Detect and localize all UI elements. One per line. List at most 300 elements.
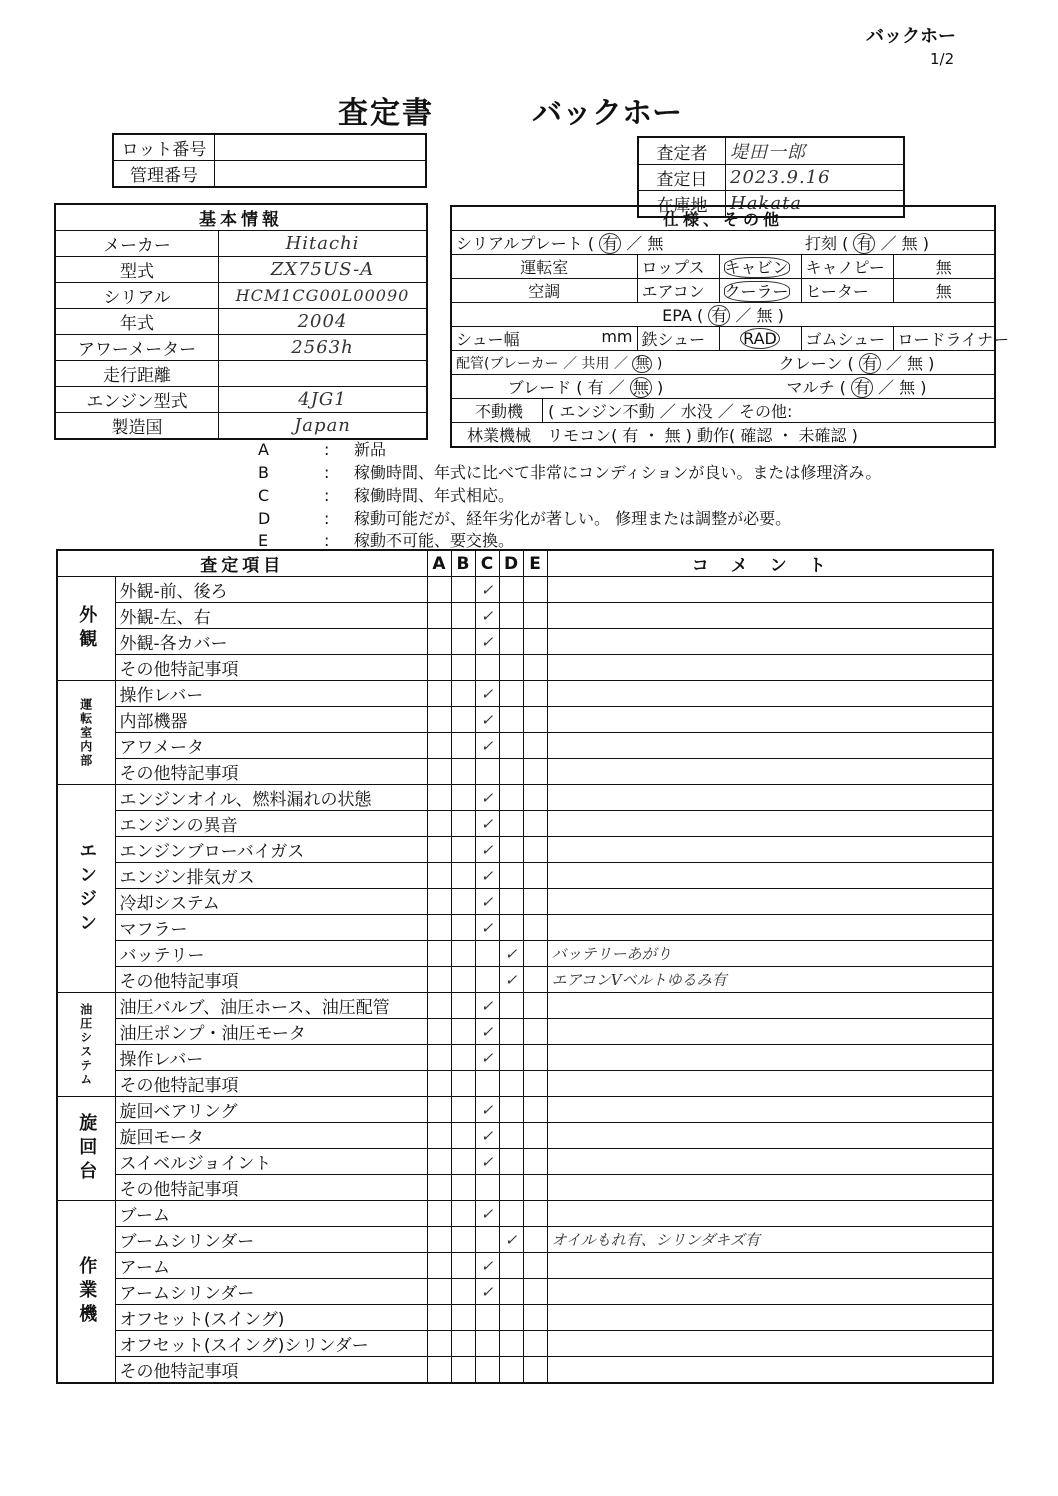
item-label: その他特記事項 xyxy=(115,655,427,681)
stamp-row xyxy=(801,231,995,255)
item-label: その他特記事項 xyxy=(115,1357,427,1384)
grade-cell-c xyxy=(475,1149,499,1175)
item-label: オフセット(スイング) xyxy=(115,1305,427,1331)
grade-cell-c xyxy=(475,993,499,1019)
grade-cell-e xyxy=(523,1045,547,1071)
grade-cell-c xyxy=(475,733,499,759)
grade-cell-e xyxy=(523,1279,547,1305)
comment-cell: エアコンVベルトゆるみ有 xyxy=(547,967,993,993)
legend-grade: C xyxy=(258,486,270,505)
grade-cell-c xyxy=(475,1071,499,1097)
serial-plate-no: 無 xyxy=(647,234,664,253)
paren: ( xyxy=(847,354,854,373)
basic-value: 2563h xyxy=(219,335,428,361)
grade-cell-d xyxy=(499,1201,523,1227)
rad xyxy=(719,327,801,351)
grade-cell-b xyxy=(451,915,475,941)
table-row xyxy=(57,1357,993,1384)
serial-plate-row xyxy=(451,231,801,255)
comment-cell xyxy=(547,733,993,759)
paren: ) xyxy=(656,355,663,372)
check-mark-icon: ✓ xyxy=(504,944,518,963)
grade-cell-e xyxy=(523,681,547,707)
comment-cell xyxy=(547,1357,993,1384)
grade-cell-c xyxy=(475,1305,499,1331)
grade-cell-e xyxy=(523,1305,547,1331)
grade-cell-c xyxy=(475,811,499,837)
comment-cell xyxy=(547,889,993,915)
item-label: オフセット(スイング)シリンダー xyxy=(115,1331,427,1357)
legend-grade: D xyxy=(258,509,271,528)
spec-table xyxy=(450,205,1010,448)
grade-cell-a xyxy=(427,733,451,759)
item-label: エンジンの異音 xyxy=(115,811,427,837)
check-mark-icon: ✓ xyxy=(480,996,494,1015)
table-row xyxy=(57,889,993,915)
paren: ) xyxy=(920,378,927,397)
table-row xyxy=(57,811,993,837)
item-label: アワメータ xyxy=(115,733,427,759)
grade-cell-e xyxy=(523,1123,547,1149)
basic-value: Hitachi xyxy=(219,231,428,257)
item-label: その他特記事項 xyxy=(115,1071,427,1097)
check-mark-icon: ✓ xyxy=(480,840,494,859)
grade-cell-d xyxy=(499,681,523,707)
check-mark-icon: ✓ xyxy=(504,970,518,989)
date-value: 2023.9.16 xyxy=(726,165,905,191)
grade-cell-a xyxy=(427,1097,451,1123)
grade-cell-d xyxy=(499,759,523,785)
table-row xyxy=(57,759,993,785)
check-mark-icon: ✓ xyxy=(480,788,494,807)
item-label: バッテリー xyxy=(115,941,427,967)
grade-cell-c xyxy=(475,915,499,941)
grade-cell-d xyxy=(499,1279,523,1305)
comment-cell xyxy=(547,1305,993,1331)
grade-cell-e xyxy=(523,759,547,785)
legend-colon: : xyxy=(324,486,330,505)
grade-cell-b xyxy=(451,681,475,707)
forestry-options: リモコン( 有 ・ 無 ) 動作( 確認 ・ 未確認 ) xyxy=(547,426,858,445)
grade-cell-c xyxy=(475,1019,499,1045)
grade-cell-d xyxy=(499,603,523,629)
table-row xyxy=(57,707,993,733)
grade-cell-b xyxy=(451,785,475,811)
grade-cell-c xyxy=(475,655,499,681)
grade-cell-b xyxy=(451,1019,475,1045)
check-mark-icon: ✓ xyxy=(480,736,494,755)
location-value: Hakata xyxy=(726,191,905,218)
legend-text: 稼働時間、年式に比べて非常にコンディションが良い。または修理済み。 xyxy=(354,463,882,482)
comment-cell xyxy=(547,577,993,603)
page-number: 1/2 xyxy=(930,50,955,68)
grade-cell-a xyxy=(427,1279,451,1305)
grade-cell-e xyxy=(523,1149,547,1175)
page-title: 査定書 xyxy=(338,96,434,131)
check-mark-icon: ✓ xyxy=(480,632,494,651)
grade-cell-a xyxy=(427,1123,451,1149)
check-mark-icon: ✓ xyxy=(480,1204,494,1223)
legend-text: 新品 xyxy=(354,440,387,459)
check-mark-icon: ✓ xyxy=(480,1282,494,1301)
category-label: 旋回台 xyxy=(57,1097,115,1201)
grade-cell-d xyxy=(499,655,523,681)
table-row xyxy=(57,941,993,967)
basic-label: 年式 xyxy=(55,309,219,335)
table-row xyxy=(57,1201,993,1227)
paren: ( xyxy=(576,378,583,397)
check-mark-icon: ✓ xyxy=(480,1048,494,1067)
item-label: 操作レバー xyxy=(115,1045,427,1071)
comment-cell xyxy=(547,1175,993,1201)
comment-cell xyxy=(547,655,993,681)
grade-cell-d xyxy=(499,811,523,837)
table-row xyxy=(57,577,993,603)
table-row xyxy=(57,1305,993,1331)
comment-cell xyxy=(547,1201,993,1227)
grade-cell-b xyxy=(451,941,475,967)
piping-row xyxy=(451,351,719,375)
date-label: 査定日 xyxy=(638,165,726,191)
comment-cell xyxy=(547,1149,993,1175)
basic-label: 型式 xyxy=(55,257,219,283)
grade-header-a: A xyxy=(427,550,451,577)
evaluation-table xyxy=(56,549,994,1384)
legend-colon: : xyxy=(324,531,330,550)
stamp-label: 打刻 xyxy=(805,234,838,253)
blade-row xyxy=(451,375,719,399)
comment-cell xyxy=(547,681,993,707)
forestry-label: 林業機械 xyxy=(466,426,531,445)
paren: ( xyxy=(842,234,849,253)
grade-cell-b xyxy=(451,1357,475,1384)
check-mark-icon: ✓ xyxy=(480,710,494,729)
grade-cell-b xyxy=(451,1097,475,1123)
grade-cell-b xyxy=(451,759,475,785)
comment-cell xyxy=(547,1097,993,1123)
legend-d xyxy=(258,506,791,529)
table-row xyxy=(57,1123,993,1149)
page-subtitle: バックホー xyxy=(532,96,682,131)
comment-cell xyxy=(547,707,993,733)
steel-shoe: 鉄シュー xyxy=(637,327,719,351)
grade-cell-d xyxy=(499,863,523,889)
legend-c xyxy=(258,483,514,506)
check-mark-icon: ✓ xyxy=(480,814,494,833)
table-row xyxy=(57,967,993,993)
table-row xyxy=(57,1045,993,1071)
comment-cell xyxy=(547,785,993,811)
grade-cell-d xyxy=(499,967,523,993)
grade-cell-a xyxy=(427,759,451,785)
slash: ／ xyxy=(878,378,895,397)
cab-label: 運転室 xyxy=(451,255,637,279)
slash: ／ xyxy=(880,234,897,253)
crane-yes: 有 xyxy=(859,353,881,374)
grade-cell-a xyxy=(427,811,451,837)
category-label: 運転室内部 xyxy=(57,681,115,785)
table-row xyxy=(57,681,993,707)
grade-cell-d xyxy=(499,993,523,1019)
grade-cell-c xyxy=(475,1123,499,1149)
grade-cell-c xyxy=(475,863,499,889)
grade-cell-d xyxy=(499,629,523,655)
comment-header: コメント xyxy=(547,550,993,577)
grade-cell-e xyxy=(523,837,547,863)
grade-cell-a xyxy=(427,1331,451,1357)
grade-cell-c xyxy=(475,1357,499,1384)
canopy: キャノピー xyxy=(801,255,893,279)
check-mark-icon: ✓ xyxy=(480,1022,494,1041)
lot-label: ロット番号 xyxy=(113,134,215,161)
epa-no: 無 xyxy=(756,306,773,325)
comment-cell xyxy=(547,759,993,785)
grade-cell-b xyxy=(451,603,475,629)
grade-cell-e xyxy=(523,1253,547,1279)
grade-cell-a xyxy=(427,629,451,655)
table-row xyxy=(57,863,993,889)
table-row xyxy=(57,655,993,681)
grade-cell-a xyxy=(427,1305,451,1331)
grade-cell-a xyxy=(427,1227,451,1253)
table-row xyxy=(57,1253,993,1279)
paren: ( xyxy=(696,306,704,325)
table-row xyxy=(57,785,993,811)
shoe-width-cell xyxy=(451,327,637,351)
legend-b xyxy=(258,460,881,483)
legend-colon: : xyxy=(324,509,330,528)
grade-cell-e xyxy=(523,577,547,603)
grade-cell-b xyxy=(451,1175,475,1201)
item-label: エンジン排気ガス xyxy=(115,863,427,889)
shoe-width-unit: mm xyxy=(601,327,633,346)
legend-a xyxy=(258,437,386,460)
serial-plate-label: シリアルプレート xyxy=(456,234,583,253)
comment-cell xyxy=(547,603,993,629)
basic-value: 2004 xyxy=(219,309,428,335)
table-row xyxy=(57,1097,993,1123)
mgmt-value xyxy=(215,161,427,188)
item-label: その他特記事項 xyxy=(115,759,427,785)
spec-title: 仕様、その他 xyxy=(451,206,995,231)
grade-cell-c xyxy=(475,1279,499,1305)
grade-cell-e xyxy=(523,967,547,993)
crane-no: 無 xyxy=(907,354,924,373)
table-row xyxy=(57,1331,993,1357)
grade-cell-e xyxy=(523,1331,547,1357)
multi-no: 無 xyxy=(899,378,916,397)
grade-cell-a xyxy=(427,863,451,889)
item-label: 外観-各カバー xyxy=(115,629,427,655)
grade-cell-e xyxy=(523,915,547,941)
table-row xyxy=(57,1227,993,1253)
piping-shared: 共用 xyxy=(581,355,610,372)
item-header: 査定項目 xyxy=(57,550,427,577)
legend-text: 稼動可能だが、経年劣化が著しい。 修理または調整が必要。 xyxy=(354,509,792,528)
grade-cell-c xyxy=(475,837,499,863)
grade-cell-e xyxy=(523,785,547,811)
legend-grade: B xyxy=(258,463,269,482)
ac-none: 無 xyxy=(893,279,995,303)
comment-cell: バッテリーあがり xyxy=(547,941,993,967)
grade-cell-e xyxy=(523,941,547,967)
epa-yes: 有 xyxy=(708,305,730,326)
check-mark-icon: ✓ xyxy=(480,892,494,911)
grade-cell-b xyxy=(451,733,475,759)
stamp-yes: 有 xyxy=(853,233,875,254)
grade-cell-c xyxy=(475,967,499,993)
item-label: 内部機器 xyxy=(115,707,427,733)
grade-cell-a xyxy=(427,967,451,993)
serial-plate-yes: 有 xyxy=(599,233,621,254)
table-row xyxy=(57,993,993,1019)
epa-row xyxy=(451,303,995,327)
grade-cell-c xyxy=(475,1045,499,1071)
check-mark-icon: ✓ xyxy=(480,1100,494,1119)
cabin-text: キャビン xyxy=(724,258,789,277)
grade-cell-a xyxy=(427,1253,451,1279)
legend-e xyxy=(258,528,514,551)
comment-cell xyxy=(547,863,993,889)
legend-colon: : xyxy=(324,463,330,482)
grade-cell-a xyxy=(427,681,451,707)
legend-text: 稼働時間、年式相応。 xyxy=(354,486,515,505)
grade-cell-a xyxy=(427,1175,451,1201)
grade-cell-b xyxy=(451,1331,475,1357)
grade-cell-d xyxy=(499,1045,523,1071)
grade-cell-a xyxy=(427,707,451,733)
grade-cell-e xyxy=(523,603,547,629)
grade-cell-e xyxy=(523,863,547,889)
grade-cell-e xyxy=(523,707,547,733)
rubber-shoe: ゴムシュー xyxy=(801,327,893,351)
comment-cell xyxy=(547,1045,993,1071)
blade-yes: 有 xyxy=(587,378,604,397)
grade-cell-d xyxy=(499,837,523,863)
grade-cell-c xyxy=(475,785,499,811)
item-label: 油圧ポンプ・油圧モータ xyxy=(115,1019,427,1045)
epa-label: EPA xyxy=(662,306,692,325)
grade-cell-c xyxy=(475,1097,499,1123)
grade-cell-d xyxy=(499,1305,523,1331)
item-label: マフラー xyxy=(115,915,427,941)
heater: ヒーター xyxy=(801,279,893,303)
slash: ／ xyxy=(608,378,625,397)
grade-cell-d xyxy=(499,1019,523,1045)
item-label: 外観-左、右 xyxy=(115,603,427,629)
item-label: アームシリンダー xyxy=(115,1279,427,1305)
grade-cell-b xyxy=(451,1045,475,1071)
lot-table xyxy=(112,133,427,188)
paren: ) xyxy=(928,354,935,373)
grade-cell-a xyxy=(427,1149,451,1175)
comment-cell xyxy=(547,811,993,837)
table-row xyxy=(57,1279,993,1305)
blade-no: 無 xyxy=(630,377,652,398)
mgmt-label: 管理番号 xyxy=(113,161,215,188)
grade-cell-b xyxy=(451,1253,475,1279)
basic-info-table xyxy=(54,203,428,440)
table-row xyxy=(57,1071,993,1097)
grade-cell-e xyxy=(523,1201,547,1227)
grade-cell-a xyxy=(427,941,451,967)
check-mark-icon: ✓ xyxy=(480,1152,494,1171)
grade-cell-e xyxy=(523,1071,547,1097)
grade-cell-d xyxy=(499,1331,523,1357)
grade-cell-a xyxy=(427,577,451,603)
paren: ) xyxy=(922,234,930,253)
grade-cell-c xyxy=(475,577,499,603)
grade-cell-a xyxy=(427,603,451,629)
basic-label: アワーメーター xyxy=(55,335,219,361)
check-mark-icon: ✓ xyxy=(480,1256,494,1275)
grade-header-e: E xyxy=(523,550,547,577)
grade-cell-c xyxy=(475,941,499,967)
grade-cell-e xyxy=(523,1227,547,1253)
cooler xyxy=(719,279,801,303)
basic-label: エンジン型式 xyxy=(55,387,219,413)
grade-cell-b xyxy=(451,837,475,863)
grade-header-c: C xyxy=(475,550,499,577)
immobile-label: 不動機 xyxy=(456,399,543,422)
basic-value: ZX75US-A xyxy=(219,257,428,283)
table-row xyxy=(57,629,993,655)
grade-cell-d xyxy=(499,577,523,603)
grade-cell-d xyxy=(499,1253,523,1279)
grade-cell-d xyxy=(499,889,523,915)
item-label: 旋回モータ xyxy=(115,1123,427,1149)
basic-info-title: 基本情報 xyxy=(55,204,427,231)
grade-cell-a xyxy=(427,837,451,863)
item-label: スイベルジョイント xyxy=(115,1149,427,1175)
item-label: エンジンブローバイガス xyxy=(115,837,427,863)
grade-cell-d xyxy=(499,1149,523,1175)
piping-label: 配管(ブレーカー xyxy=(456,355,559,372)
basic-value: 4JG1 xyxy=(219,387,428,413)
legend-text: 稼動不可能、要交換。 xyxy=(354,531,515,550)
grade-cell-a xyxy=(427,1045,451,1071)
check-mark-icon: ✓ xyxy=(480,866,494,885)
grade-cell-b xyxy=(451,577,475,603)
grade-cell-d xyxy=(499,1097,523,1123)
grade-cell-e xyxy=(523,1019,547,1045)
grade-cell-c xyxy=(475,1253,499,1279)
slash: ／ xyxy=(885,354,902,373)
grade-cell-a xyxy=(427,1357,451,1384)
grade-cell-e xyxy=(523,1175,547,1201)
check-mark-icon: ✓ xyxy=(480,580,494,599)
category-label: エンジン xyxy=(57,785,115,993)
item-label: 油圧バルブ、油圧ホース、油圧配管 xyxy=(115,993,427,1019)
item-label: アーム xyxy=(115,1253,427,1279)
basic-value: Japan xyxy=(219,413,428,440)
check-mark-icon: ✓ xyxy=(480,684,494,703)
grade-cell-a xyxy=(427,1201,451,1227)
check-mark-icon: ✓ xyxy=(504,1230,518,1249)
basic-value: HCM1CG00L00090 xyxy=(219,283,428,309)
grade-cell-b xyxy=(451,967,475,993)
grade-cell-c xyxy=(475,681,499,707)
grade-cell-c xyxy=(475,759,499,785)
ac-label: 空調 xyxy=(451,279,637,303)
grade-cell-d xyxy=(499,915,523,941)
comment-cell xyxy=(547,1123,993,1149)
rad-text: RAD xyxy=(740,328,780,349)
grade-cell-b xyxy=(451,655,475,681)
grade-cell-e xyxy=(523,811,547,837)
grade-cell-e xyxy=(523,889,547,915)
comment-cell xyxy=(547,915,993,941)
